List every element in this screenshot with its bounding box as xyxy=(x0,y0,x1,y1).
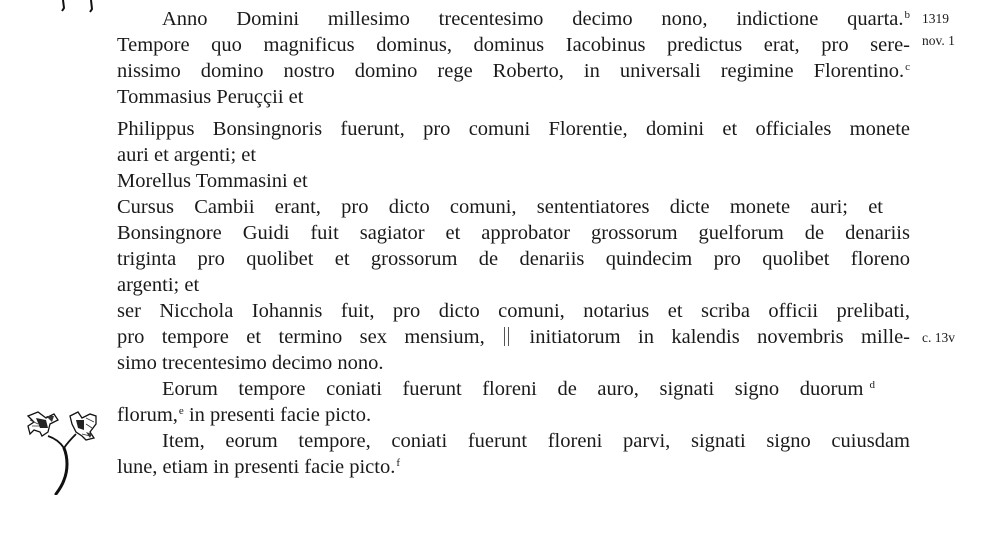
text-line-10: triginta pro quolibet et grossorum de denariis quindecim pro quolibet floreno xyxy=(117,248,910,270)
text-line-6: auri et argenti; et xyxy=(117,144,257,166)
text-line-1: Anno Domini millesimo trecentesimo decimo nono, indictione quarta.$^b$ xyxy=(162,8,910,30)
text-line-13: pro tempore et termino sex mensium, initiatorum in kalendis novembris mille- xyxy=(117,326,910,348)
text-line-8: Cursus Cambii erant, pro dicto comuni, sententiatores dicte monete auri; et xyxy=(117,196,883,218)
text-line-17: Item, eorum tempore, coniati fuerunt floreni parvi, signati signo cuiusdam xyxy=(162,430,910,452)
text-line-14: simo trecentesimo decimo nono. xyxy=(117,352,384,374)
footnote-marker-f[interactable]: f xyxy=(396,457,401,469)
text-line-11: argenti; et xyxy=(117,274,200,296)
margin-note-folio: c. 13v xyxy=(922,330,955,345)
text-line-18: lune, etiam in presenti facie picto.$^f$ xyxy=(117,456,401,478)
footnote-marker-b[interactable]: b xyxy=(904,9,910,21)
folio-break-marker xyxy=(504,327,509,346)
footnote-marker-d[interactable]: d xyxy=(869,379,875,391)
footnote-marker-c[interactable]: c xyxy=(905,61,910,73)
text-line-15: Eorum tempore coniati fuerunt floreni de auro, signati signo duorum $^d$ xyxy=(162,378,875,400)
text-line-16: florum,$^e$ in presenti facie picto. xyxy=(117,404,372,426)
two-lilies-icon xyxy=(24,410,104,495)
text-line-2: Tempore quo magnificus dominus, dominus Iacobinus predictus erat, pro sere- xyxy=(117,34,910,56)
text-line-9: Bonsingnore Guidi fuit sagiator et approbator grossorum guelforum de denariis xyxy=(117,222,910,244)
margin-note-year: 1319 xyxy=(922,11,949,26)
text-line-4: Tommasius Peruççii et xyxy=(117,86,304,108)
text-line-7: Morellus Tommasini et xyxy=(117,170,308,192)
text-line-3: nissimo domino nostro domino rege Roberto, in universali regimine Florentino.$^c$ xyxy=(117,60,910,82)
text-line-5: Philippus Bonsingnoris fuerunt, pro comuni Florentie, domini et officiales monete xyxy=(117,118,910,140)
ornament-fragment-icon xyxy=(40,0,120,14)
footnote-marker-e[interactable]: e xyxy=(178,405,184,417)
text-line-12: ser Nicchola Iohannis fuit, pro dicto comuni, notarius et scriba officii prelibati, xyxy=(117,300,910,322)
margin-note-date: nov. 1 xyxy=(922,33,955,48)
